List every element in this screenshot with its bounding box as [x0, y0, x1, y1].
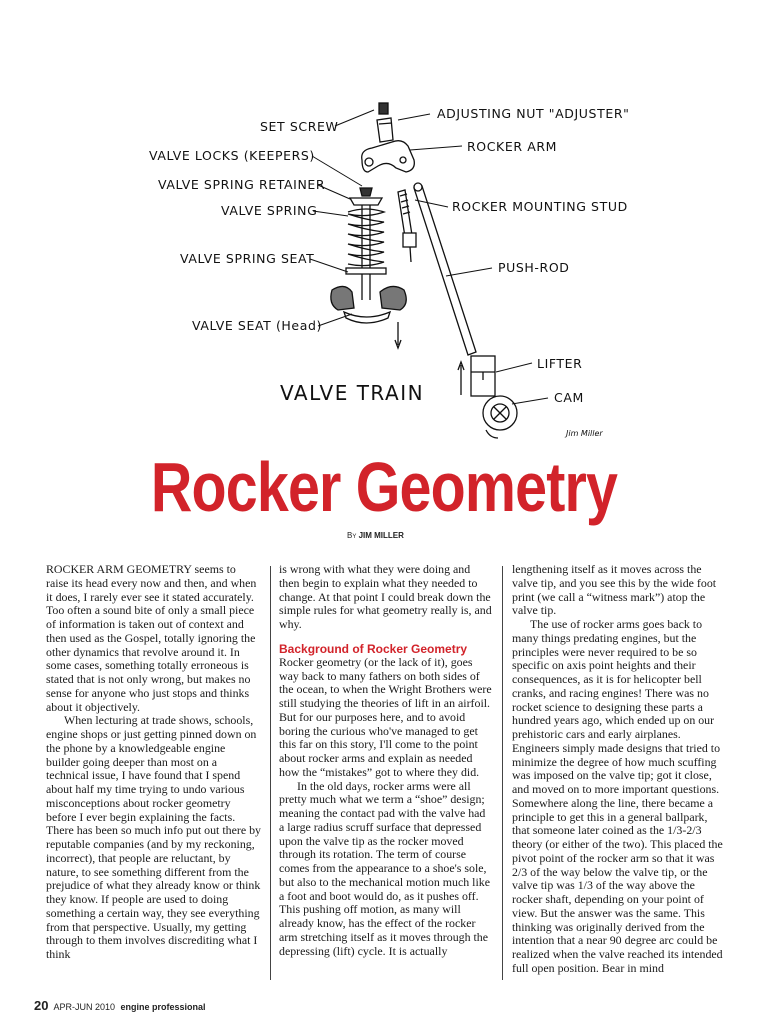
paragraph: ROCKER ARM GEOMETRY seems to raise its head every now and then, and when it does, I rarely ever see it stated accurately. Too often a sound bite of only a small piece of information is taken out of context and then used as the Gospel, totally ignoring the other dynamics that revolve around it. In some cases, something totally erroneous is stated that is not only wrong, but makes no sense for anyone who just stops and thinks about it objectively. [46, 562, 257, 714]
article-title: Rocker Geometry [150, 448, 618, 526]
magazine-name: engine professional [120, 1002, 206, 1012]
paragraph: When lecturing at trade shows, schools, engine shops or just getting pinned down on the phone by a knowledgeable engine builder going deeper than most on a technical issue, I have found that I spend about half my time trying to undo various misconceptions about rocker geometry before I ever begin explaining the facts. There has been so much info put out there by reputable companies (and by my reckoning, incorrect), that people are reluctant, by nature, to see something different from the prejudice of what they already know or think they know. If people are used to doing something a certain way, they see everything from that perspective. Usually, my getting through to them involves discrediting what I think [46, 713, 261, 961]
page-footer [34, 998, 206, 1013]
page-number: 20 [34, 998, 49, 1013]
issue-date: APR-JUN 2010 [53, 1002, 116, 1012]
article-column-3 [512, 563, 726, 976]
article-column-1 [46, 563, 261, 962]
author-name: JIM MILLER [358, 531, 404, 540]
valve-spring-label: VALVE SPRING [221, 203, 318, 218]
cam-part [483, 396, 517, 438]
cam-label: CAM [554, 390, 584, 405]
paragraph: Rocker geometry (or the lack of it), goes way back to many fathers on both sides of the ocean, to when the Wright Brothers were still studying the theories of lift in an airfoil. But for our purposes here, and to avoid boring the curious who've managed to get this far on this story, I'll come to the point about rocker arms and explain as needed how the “mistakes” got to where they did. [279, 654, 492, 779]
valve-spring-seat-label: VALVE SPRING SEAT [180, 251, 315, 266]
paragraph: is wrong with what they were doing and then begin to explain what they needed to change. At that point I could break down the simple rules for what geometry really is, and why. [279, 562, 492, 631]
article-column-2 [279, 563, 493, 958]
diagram-signature: Jim Miller [566, 429, 603, 438]
set-screw-part [379, 103, 388, 114]
column-divider [502, 566, 503, 980]
lifter-label: LIFTER [537, 356, 583, 371]
rocker-arm-part [362, 141, 415, 172]
adjusting-nut-label: ADJUSTING NUT "ADJUSTER" [437, 106, 630, 121]
adjusting-nut-part [377, 118, 393, 142]
diagram-title: VALVE TRAIN [280, 381, 425, 405]
set-screw-label: SET SCREW [260, 119, 339, 134]
lifter-part [458, 356, 495, 396]
valve-train-diagram [0, 0, 768, 450]
valve-spring-retainer-label: VALVE SPRING RETAINER [158, 177, 326, 192]
push-rod-label: PUSH-ROD [498, 260, 570, 275]
paragraph: The use of rocker arms goes back to many things predating engines, but the principles were never required to be so specific on axis point heights and their consequences, as it is for helicopter bell cranks, and racing engines! There was no rocket science to designing these parts a hundred years ago, which ended up on our prehistoric cars and early airplanes. Engineers simply made designs that tried to minimize the degree of how much scuffing was imposed on the valve tip; got it close, and moved on to more important questions. Somewhere along the line, there became a principle to get this in a general ballpark, that someone later coined as the 1/3-2/3 theory (or either of the two). This placed the pivot point of the rocker arm so that it was 2/3 of the way below the valve tip, or the valve tip was 1/3 of the way above the rocker shaft, depending on your point of view. But the answer was the same. This thinking was originally derived from the intention that a near 90 degree arc could be realized when the valve reached its intended full open position. Bear in mind [512, 617, 723, 975]
paragraph: In the old days, rocker arms were all pretty much what we term a “shoe” design; meaning the contact pad with the valve had a large radius scruff surface that depressed upon the valve tip as the rocker moved through its rotation. The term of course comes from the appearance to a shoe's sole, but also to the mechanical motion much like a foot and boot would do, as it pushes off. This pushing off motion, as many will already know, has the effect of the rocker arm stretching itself as it moves through the depressing (lift) cycle. It is actually [279, 778, 491, 958]
rocker-mounting-stud-label: ROCKER MOUNTING STUD [452, 199, 628, 214]
valve-locks-label: VALVE LOCKS (KEEPERS) [149, 148, 315, 163]
column-divider [270, 566, 271, 980]
paragraph: lengthening itself as it moves across the valve tip, and you see this by the wide foot print (we call a “witness mark”) atop the valve tip. [512, 562, 717, 618]
valve-seat-label: VALVE SEAT (Head) [192, 318, 322, 333]
rocker-mounting-stud-part [398, 190, 416, 262]
rocker-arm-label: ROCKER ARM [467, 139, 558, 154]
section-subhead: Background of Rocker Geometry [279, 641, 468, 656]
valve-assembly-part [346, 188, 386, 300]
byline-prefix: By [347, 531, 357, 540]
byline [347, 531, 404, 540]
